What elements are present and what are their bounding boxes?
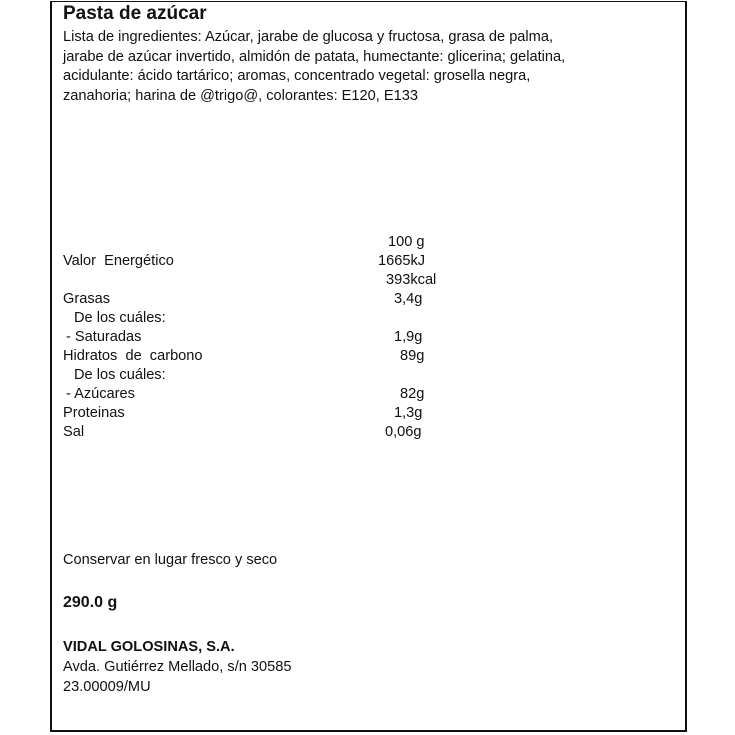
storage-instructions: Conservar en lugar fresco y seco (63, 552, 278, 568)
product-title: Pasta de azúcar (63, 3, 207, 24)
nutrition-value: 0,06g (385, 424, 422, 440)
nutrition-row-energy-kj (52, 253, 685, 272)
product-label (50, 1, 687, 732)
manufacturer-name: VIDAL GOLOSINAS, S.A. (63, 639, 235, 655)
nutrition-row-salt (52, 424, 685, 443)
ingredients-list (63, 28, 565, 106)
manufacturer-registry: 23.00009/MU (63, 679, 151, 695)
nutrition-row-carbohydrates (52, 348, 685, 367)
ingredients-line: acidulante: ácido tartárico; aromas, concentrado vegetal: grosella negra, (63, 68, 531, 84)
ingredients-line: zanahoria; harina de @trigo@, colorantes: E120, E133 (63, 87, 418, 104)
nutrition-label: - Azúcares (66, 386, 135, 402)
nutrition-label: Hidratos de carbono (63, 348, 203, 364)
nutrition-value: 82g (400, 386, 425, 402)
nutrition-label: Valor Energético (63, 253, 174, 269)
nutrition-row-sugars (52, 386, 685, 405)
nutrition-row-of-which (52, 310, 685, 329)
ingredients-line: Lista de ingredientes: Azúcar, jarabe de glucosa y fructosa, grasa de palma, (63, 29, 553, 45)
ingredients-line: jarabe de azúcar invertido, almidón de patata, humectante: glicerina; gelatina, (63, 48, 566, 65)
nutrition-value: 3,4g (394, 291, 423, 307)
nutrition-label: Proteinas (63, 405, 125, 421)
net-weight: 290.0 g (63, 594, 118, 611)
nutrition-label: Sal (63, 424, 85, 440)
nutrition-label: De los cuáles: (74, 367, 166, 383)
nutrition-row-of-which (52, 367, 685, 386)
nutrition-row-fat (52, 291, 685, 310)
nutrition-value: 393kcal (386, 272, 437, 288)
nutrition-label: De los cuáles: (74, 310, 166, 326)
nutrition-row-saturated (52, 329, 685, 348)
nutrition-value: 1,9g (394, 329, 423, 345)
nutrition-row-energy-kcal (52, 272, 685, 291)
nutrition-per-100g-header: 100 g (388, 234, 425, 250)
manufacturer-address: Avda. Gutiérrez Mellado, s/n 30585 (63, 659, 292, 675)
nutrition-label: - Saturadas (66, 329, 142, 345)
nutrition-header-row (52, 234, 685, 253)
nutrition-value: 89g (400, 348, 425, 364)
nutrition-value: 1665kJ (378, 253, 426, 269)
nutrition-value: 1,3g (394, 405, 423, 421)
nutrition-label: Grasas (63, 291, 111, 307)
nutrition-row-protein (52, 405, 685, 424)
